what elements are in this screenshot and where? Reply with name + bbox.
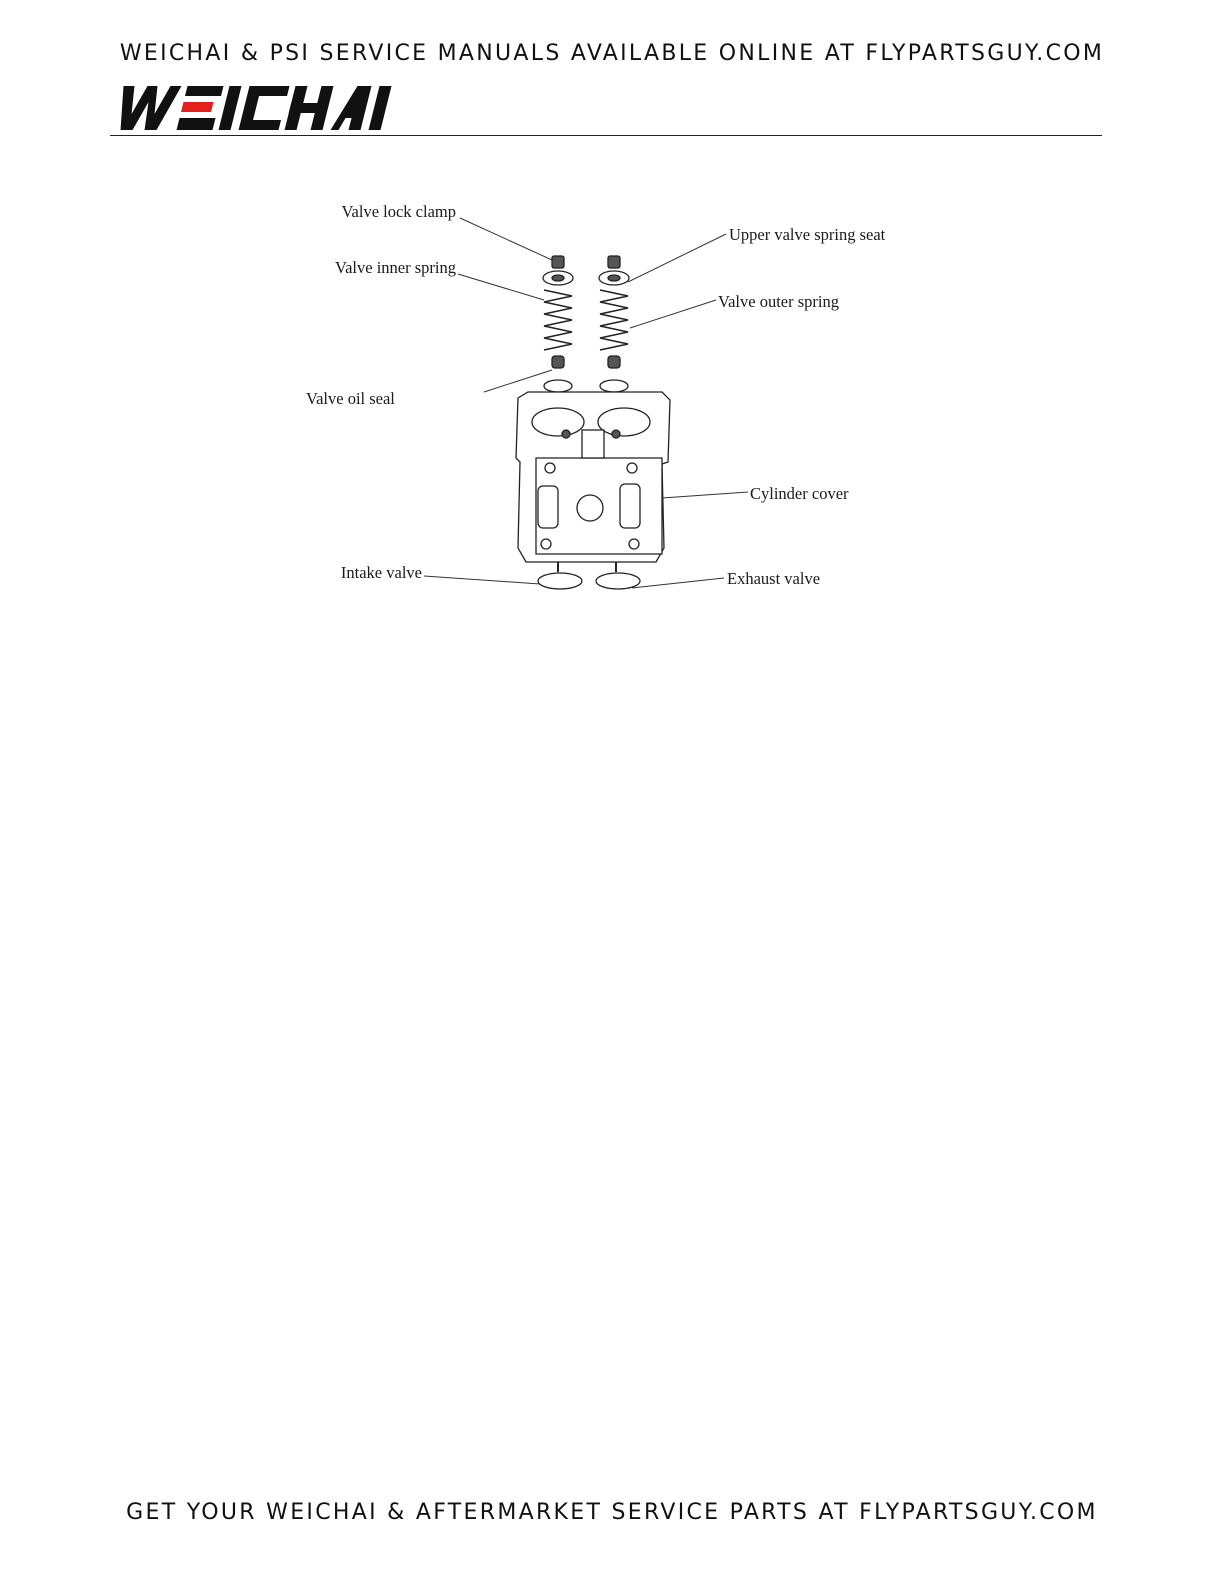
label-exhaust-valve: Exhaust valve (727, 569, 821, 588)
exhaust-valve-lock-clamp (608, 256, 620, 268)
intake-valve-spring (544, 290, 572, 350)
label-valve-outer-spring: Valve outer spring (718, 292, 839, 311)
label-valve-lock-clamp: Valve lock clamp (341, 202, 456, 221)
intake-valve-head (538, 573, 582, 589)
exhaust-valve-oil-seal (608, 356, 620, 368)
top-banner: WEICHAI & PSI SERVICE MANUALS AVAILABLE ONLINE AT FLYPARTSGUY.COM (119, 41, 1105, 66)
label-intake-valve: Intake valve (340, 563, 422, 582)
exhaust-valve-spring (600, 290, 628, 350)
label-valve-inner-spring: Valve inner spring (335, 258, 456, 277)
valve-assembly-diagram (290, 190, 930, 610)
intake-valve-oil-seal (552, 356, 564, 368)
intake-valve-lock-clamp (552, 256, 564, 268)
weichai-logo (110, 84, 402, 132)
bottom-banner: GET YOUR WEICHAI & AFTERMARKET SERVICE PARTS AT FLYPARTSGUY.COM (126, 1500, 1098, 1525)
cylinder-head-illustration (516, 256, 670, 589)
label-cylinder-cover: Cylinder cover (750, 484, 849, 503)
header-divider (110, 135, 1102, 136)
exhaust-valve-head (596, 573, 640, 589)
label-upper-valve-spring-seat: Upper valve spring seat (729, 225, 886, 244)
label-valve-oil-seal: Valve oil seal (306, 389, 395, 408)
